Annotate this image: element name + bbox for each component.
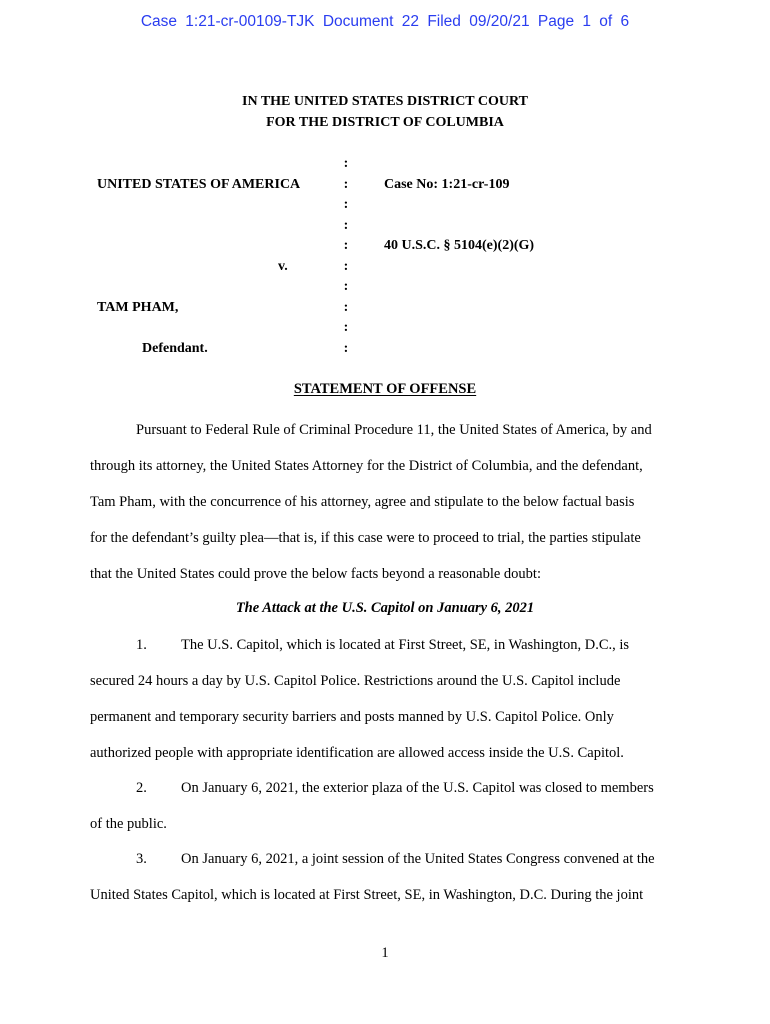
paragraph-number: 3. [136, 851, 147, 867]
caption-colon: : [343, 197, 349, 212]
body-line: United States Capitol, which is located at First Street, SE, in Washington, D.C. During the joint [90, 887, 644, 903]
caption-plaintiff: UNITED STATES OF AMERICA [97, 177, 301, 192]
court-name-line-1: IN THE UNITED STATES DISTRICT COURT [242, 94, 528, 109]
paragraph-number: 1. [136, 637, 147, 653]
caption-colon: : [343, 259, 349, 274]
body-line: Pursuant to Federal Rule of Criminal Procedure 11, the United States of America, by and [136, 422, 652, 438]
body-line: permanent and temporary security barriers and posts manned by U.S. Capitol Police. Only [90, 709, 614, 725]
filing-header-stamp: Case 1:21-cr-00109-TJK Document 22 Filed 09/20/21 Page 1 of 6 [140, 13, 630, 30]
caption-defendant-name: TAM PHAM, [97, 300, 179, 315]
court-name-line-2: FOR THE DISTRICT OF COLUMBIA [266, 115, 504, 130]
body-line: Tam Pham, with the concurrence of his attorney, agree and stipulate to the below factual basis [90, 494, 635, 510]
paragraph-number: 2. [136, 780, 147, 796]
caption-colon: : [343, 238, 349, 253]
body-line: authorized people with appropriate identification are allowed access inside the U.S. Capitol. [90, 745, 624, 761]
caption-colon: : [343, 218, 349, 233]
section-heading: The Attack at the U.S. Capitol on January 6, 2021 [235, 600, 535, 616]
document-title: STATEMENT OF OFFENSE [293, 381, 477, 397]
body-line: The U.S. Capitol, which is located at First Street, SE, in Washington, D.C., is [181, 637, 630, 653]
caption-statute: 40 U.S.C. § 5104(e)(2)(G) [384, 238, 535, 253]
body-line: of the public. [90, 816, 167, 832]
caption-colon: : [343, 320, 349, 335]
caption-case-number: Case No: 1:21-cr-109 [384, 177, 510, 192]
body-line: On January 6, 2021, the exterior plaza of the U.S. Capitol was closed to members [181, 780, 654, 796]
caption-colon: : [343, 279, 349, 294]
caption-colon: : [343, 156, 349, 171]
body-line: On January 6, 2021, a joint session of the United States Congress convened at the [181, 851, 655, 867]
caption-colon: : [343, 300, 349, 315]
caption-colon: : [343, 177, 349, 192]
body-line: secured 24 hours a day by U.S. Capitol Police. Restrictions around the U.S. Capitol include [90, 673, 621, 689]
body-line: through its attorney, the United States Attorney for the District of Columbia, and the defendant, [90, 458, 643, 474]
caption-versus: v. [278, 259, 288, 274]
caption-colon: : [343, 341, 349, 356]
body-line: that the United States could prove the below facts beyond a reasonable doubt: [90, 566, 541, 582]
page-number: 1 [381, 945, 389, 961]
caption-defendant-role: Defendant. [142, 341, 208, 356]
body-line: for the defendant’s guilty plea—that is, if this case were to proceed to trial, the parties stipulate [90, 530, 641, 546]
